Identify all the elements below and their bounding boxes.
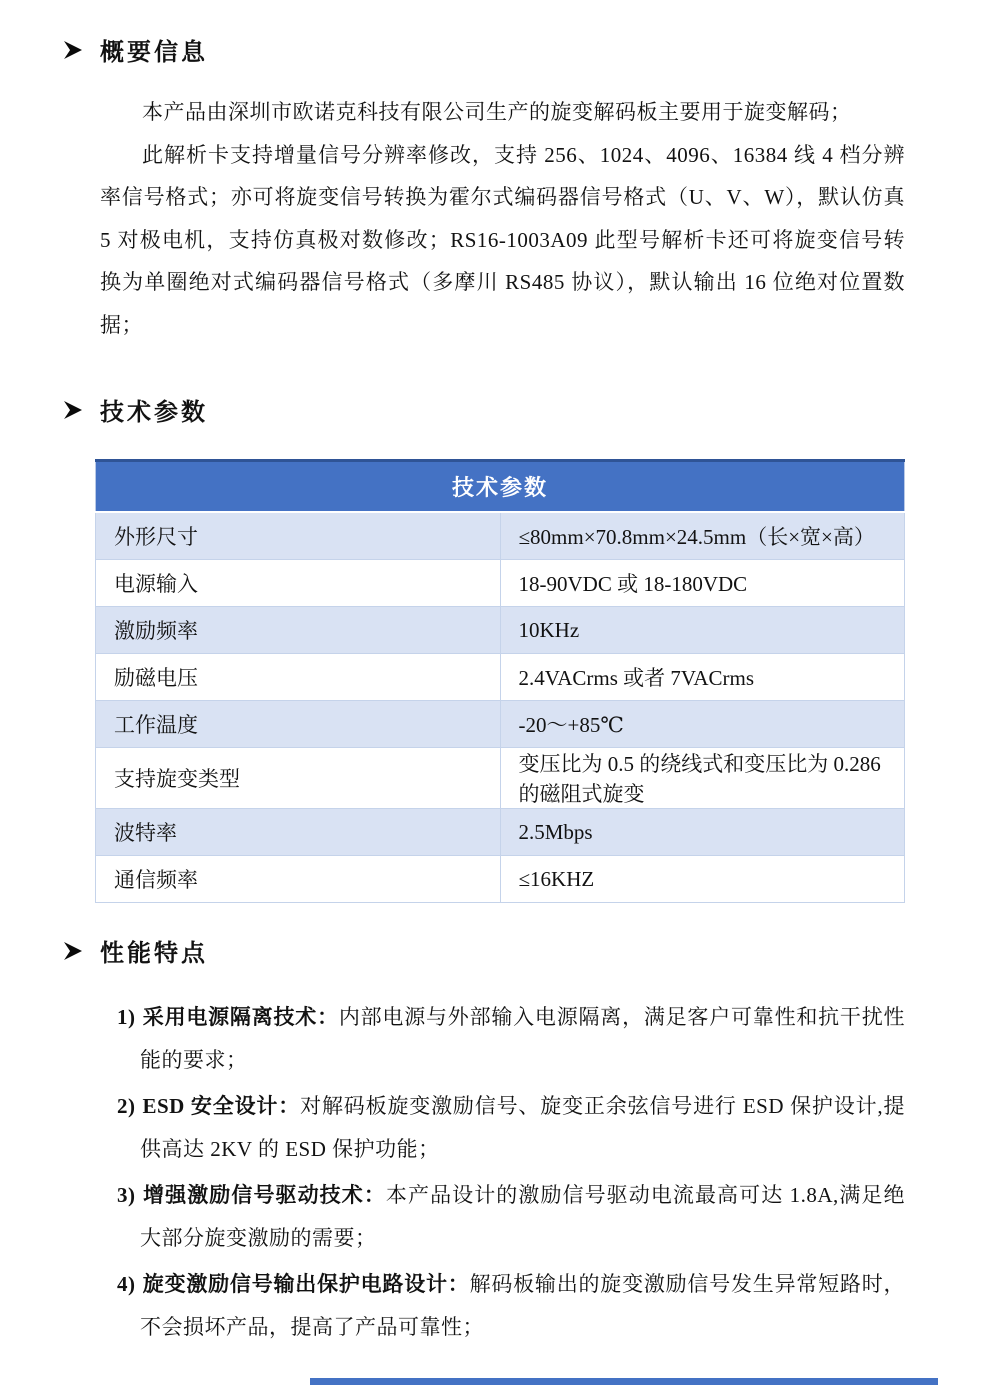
table-header-row [96, 461, 905, 513]
table-row [96, 809, 905, 856]
feature-list [117, 996, 906, 1349]
table-row [96, 701, 905, 748]
feature-item [117, 996, 905, 1082]
param-value: 18-90VDC 或 18-180VDC [500, 560, 905, 607]
overview-paragraph-1: 本产品由深圳市欧诺克科技有限公司生产的旋变解码板主要用于旋变解码； [142, 100, 852, 124]
param-label: 外形尺寸 [96, 512, 501, 560]
section-title: 性能特点 [100, 941, 208, 967]
table-row [96, 654, 905, 701]
feature-number: 4) [117, 1272, 136, 1296]
overview-paragraph-2: 此解析卡支持增量信号分辨率修改，支持 256、1024、4096、16384 线 4 档分辨率信号格式；亦可将旋变信号转换为霍尔式编码器信号格式（U、V、W），默认仿真 5 对极电机，支持仿真极对数修改；RS16-1003A09 此型号解析卡还可将旋变信号转换为单圈绝对式编码器信号格式（多摩川 RS485 协议），默认输出 16 位绝对位置数据； [100, 142, 905, 337]
next-page-table-edge [310, 1378, 938, 1385]
feature-title: 旋变激励信号输出保护电路设计： [142, 1272, 470, 1296]
param-label: 工作温度 [96, 701, 501, 748]
feature-number: 1) [117, 1005, 136, 1029]
table-row [96, 856, 905, 903]
param-value: ≤16KHZ [500, 856, 905, 903]
feature-body: 对解码板旋变激励信号、旋变正余弦信号进行 ESD 保护设计,提供高达 2KV 的 ESD 保护功能； [140, 1094, 906, 1161]
param-value: 2.4VACrms 或者 7VACrms [500, 654, 905, 701]
arrow-bullet-icon [62, 941, 86, 961]
table-row [96, 512, 905, 560]
param-label: 波特率 [96, 809, 501, 856]
param-value: -20～+85℃ [500, 701, 905, 748]
param-value: ≤80mm×70.8mm×24.5mm（长×宽×高） [500, 512, 905, 560]
table-row [96, 607, 905, 654]
param-label: 励磁电压 [96, 654, 501, 701]
param-value: 变压比为 0.5 的绕线式和变压比为 0.286 的磁阻式旋变 [500, 748, 905, 809]
feature-item [117, 1085, 906, 1171]
feature-body: 本产品设计的激励信号驱动电流最高可达 1.8A,满足绝大部分旋变激励的需要； [140, 1183, 906, 1250]
feature-number: 3) [117, 1183, 136, 1207]
table-row [96, 748, 905, 809]
param-label: 激励频率 [96, 607, 501, 654]
param-label: 电源输入 [96, 560, 501, 607]
feature-number: 2) [117, 1094, 136, 1118]
section-heading-tech-params [62, 392, 1000, 427]
param-value: 10KHz [500, 607, 905, 654]
feature-body: 内部电源与外部输入电源隔离，满足客户可靠性和抗干扰性能的要求； [140, 1005, 905, 1072]
feature-item [117, 1174, 906, 1260]
feature-title: 增强激励信号驱动技术： [142, 1183, 386, 1207]
feature-item [117, 1263, 906, 1349]
section-title: 概要信息 [100, 40, 208, 66]
feature-body: 解码板输出的旋变激励信号发生异常短路时，不会损坏产品，提高了产品可靠性； [140, 1272, 906, 1339]
feature-title: ESD 安全设计： [142, 1094, 301, 1118]
arrow-bullet-icon [62, 40, 86, 60]
arrow-bullet-icon [62, 400, 86, 420]
section-heading-overview [62, 0, 1000, 67]
section-heading-features [62, 933, 1000, 968]
table-row [96, 560, 905, 607]
param-label: 通信频率 [96, 856, 501, 903]
param-value: 2.5Mbps [500, 809, 905, 856]
param-label: 支持旋变类型 [96, 748, 501, 809]
table-title: 技术参数 [96, 461, 905, 513]
section-title: 技术参数 [100, 400, 208, 426]
tech-params-table [95, 459, 905, 903]
feature-title: 采用电源隔离技术： [142, 1005, 339, 1029]
